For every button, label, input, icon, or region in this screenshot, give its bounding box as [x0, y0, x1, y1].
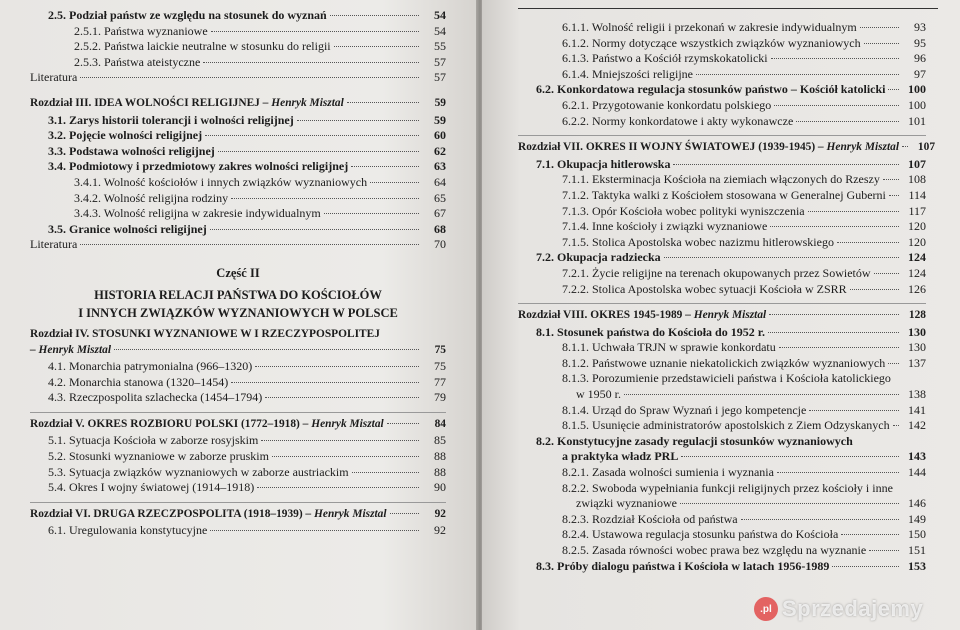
toc-entry-title: 8.2.4. Ustawowa regulacja stosunku państwa do Kościoła: [562, 527, 839, 542]
toc-entry-page: 60: [434, 128, 446, 143]
toc-entry-title: 6.1.2. Normy dotyczące wszystkich związków wyznaniowych: [562, 35, 861, 50]
toc-entry: [518, 387, 926, 403]
toc-entry: [518, 20, 926, 36]
dot-leader: [770, 226, 899, 227]
dot-leader: [779, 347, 899, 348]
dot-leader: [777, 472, 899, 473]
toc-entry-page: 92: [434, 523, 446, 538]
toc-entry: [518, 188, 926, 204]
toc-entry-page: 137: [908, 355, 926, 370]
toc-entry-page: 95: [914, 35, 926, 50]
toc-entry-page: 149: [908, 511, 926, 526]
part-label: Część II: [216, 265, 260, 280]
watermark-text: Sprzedajemy: [782, 596, 924, 621]
toc-entry: [518, 559, 926, 575]
toc-entry: [518, 403, 926, 419]
toc-entry-title: 5.1. Sytuacja Kościoła w zaborze rosyjskim: [48, 433, 259, 448]
toc-entry: [30, 222, 446, 238]
toc-entry-page: 150: [908, 527, 926, 542]
toc-entry-page: 54: [434, 8, 446, 22]
toc-entry-page: 142: [908, 418, 926, 433]
toc-entry-page: 100: [908, 82, 926, 97]
toc-entry-title: 3.4.3. Wolność religijna w zakresie indywidualnym: [74, 206, 321, 221]
toc-entry-title: związki wyznaniowe: [576, 496, 677, 511]
toc-entry-page: 65: [434, 190, 446, 205]
dot-leader: [864, 43, 899, 44]
toc-right: [518, 20, 936, 574]
toc-entry: [518, 204, 926, 220]
toc-entry-page: 70: [434, 237, 446, 252]
toc-entry: [30, 359, 446, 375]
chapter-8-heading: Rozdział VIII. OKRES 1945-1989 – Henryk Misztal 128: [518, 309, 926, 322]
dot-leader: [334, 46, 419, 47]
toc-entry-page: 77: [434, 374, 446, 389]
dot-leader: [889, 195, 899, 196]
toc-entry: [518, 418, 926, 434]
toc-entry: [518, 325, 926, 341]
toc-entry-title: 7.2. Okupacja radziecka: [536, 250, 661, 265]
toc-entry: [518, 250, 926, 266]
toc-entry-title: 6.2. Konkordatowa regulacja stosunków państwo – Kościół katolicki: [536, 82, 886, 97]
toc-entry: [30, 8, 446, 24]
dot-leader: [261, 440, 419, 441]
dot-leader: [664, 257, 899, 258]
toc-entry-page: 96: [914, 51, 926, 66]
section-6-group: [518, 20, 926, 129]
divider: [30, 502, 446, 503]
dot-leader: [832, 566, 899, 567]
dot-leader: [680, 503, 899, 504]
toc-entry: [30, 433, 446, 449]
toc-entry-title: 8.2. Konstytucyjne zasady regulacji stosunków wyznaniowych: [536, 433, 853, 448]
dot-leader: [696, 74, 899, 75]
dot-leader: [297, 120, 419, 121]
toc-entry: [30, 191, 446, 207]
right-page: [482, 0, 960, 630]
toc-entry: [518, 496, 926, 512]
toc-entry-page: 144: [908, 465, 926, 480]
toc-entry: [518, 465, 926, 481]
toc-entry-title: 3.2. Pojęcie wolności religijnej: [48, 128, 203, 143]
toc-entry: [518, 36, 926, 52]
toc-entry: [30, 375, 446, 391]
toc-entry-title: 3.4.1. Wolność kościołów i innych związków wyznaniowych: [74, 174, 368, 189]
dot-leader: [370, 182, 419, 183]
toc-entry-page: 55: [434, 39, 446, 54]
toc-entry: [518, 98, 926, 114]
chapter-7-heading: Rozdział VII. OKRES II WOJNY ŚWIATOWEJ (1939-1945) – Henryk Misztal 107: [518, 141, 936, 154]
toc-entry-title: 6.2.1. Przygotowanie konkordatu polskiego: [562, 97, 772, 112]
toc-entry-page: 138: [908, 387, 926, 402]
dot-leader: [265, 397, 419, 398]
toc-entry-page: 151: [908, 543, 926, 557]
chapter-3-heading: Rozdział III. IDEA WOLNOŚCI RELIGIJNEJ – Henryk Misztal 59: [30, 96, 446, 109]
chapter-5-heading: Rozdział V. OKRES ROZBIORU POLSKI (1772–1918) – Henryk Misztal 84: [30, 417, 446, 430]
toc-entry-title: 7.2.1. Życie religijne na terenach okupowanych przez Sowietów: [562, 265, 871, 280]
toc-entry-title: 3.3. Podstawa wolności religijnej: [48, 143, 215, 158]
dot-leader: [837, 242, 899, 243]
toc-entry-title: w 1950 r.: [576, 387, 621, 402]
toc-entry-title: 4.3. Rzeczpospolita szlachecka (1454–1794): [48, 390, 263, 405]
dot-leader: [860, 27, 899, 28]
toc-entry-page: 63: [434, 159, 446, 174]
toc-entry: [30, 175, 446, 191]
toc-entry-title: 7.1.3. Opór Kościoła wobec polityki wyniszczenia: [562, 203, 805, 218]
left-page: [0, 0, 478, 630]
dot-leader: [203, 62, 419, 63]
dot-leader: [874, 273, 899, 274]
dot-leader: [351, 166, 419, 167]
toc-left: [30, 8, 446, 539]
dot-leader: [211, 31, 419, 32]
toc-entry-title: a praktyka władz PRL: [562, 449, 679, 464]
toc-entry: [518, 356, 926, 372]
chapter-6-heading: Rozdział VI. DRUGA RZECZPOSPOLITA (1918–1939) – Henryk Misztal 92: [30, 507, 446, 520]
toc-entry-title: 5.4. Okres I wojny światowej (1914–1918): [48, 480, 255, 495]
toc-entry-page: 107: [908, 156, 926, 171]
dot-leader: [272, 456, 419, 457]
toc-entry: [518, 481, 926, 497]
divider: [30, 412, 446, 413]
toc-entry-title: 4.1. Monarchia patrymonialna (966–1320): [48, 359, 253, 374]
chapter-7-items: [518, 157, 926, 297]
toc-entry-page: 124: [908, 265, 926, 280]
divider: [518, 135, 926, 136]
toc-entry-page: 117: [908, 203, 926, 218]
toc-entry-page: 143: [908, 449, 926, 464]
dot-leader: [205, 135, 419, 136]
toc-entry-page: 75: [434, 359, 446, 374]
toc-entry: [518, 282, 926, 298]
toc-entry: [30, 465, 446, 481]
toc-entry: [518, 172, 926, 188]
toc-entry-page: 97: [914, 66, 926, 81]
toc-entry-page: 64: [434, 174, 446, 189]
dot-leader: [257, 487, 419, 488]
toc-entry-page: 108: [908, 172, 926, 187]
toc-entry-title: 8.2.1. Zasada wolności sumienia i wyznania: [562, 465, 774, 480]
toc-entry: [518, 266, 926, 282]
toc-entry: [30, 523, 446, 539]
dot-leader: [210, 530, 419, 531]
dot-leader: [869, 550, 899, 551]
toc-entry-title: 8.1.4. Urząd do Spraw Wyznań i jego kompetencje: [562, 402, 807, 417]
toc-entry-page: 114: [908, 187, 926, 202]
divider: [518, 303, 926, 304]
toc-entry-page: 100: [908, 97, 926, 112]
toc-entry: [518, 67, 926, 83]
toc-entry-page: 88: [434, 464, 446, 479]
toc-entry-page: 120: [908, 219, 926, 234]
toc-entry-title: 3.4. Podmiotowy i przedmiotowy zakres wolności religijnej: [48, 159, 349, 174]
toc-entry-title: 8.1.3. Porozumienie przedstawicieli państwa i Kościoła katolickiego: [562, 371, 891, 386]
part-title-line-1: HISTORIA RELACJI PAŃSTWA DO KOŚCIOŁÓW: [94, 287, 382, 302]
toc-entry-title: 6.1.3. Państwo a Kościół rzymskokatolicki: [562, 51, 768, 66]
toc-entry-page: 57: [434, 54, 446, 69]
toc-entry: [518, 82, 926, 98]
section-2-5-group: [30, 8, 446, 86]
dot-leader: [218, 151, 419, 152]
toc-entry-title: 6.1.4. Mniejszości religijne: [562, 66, 693, 81]
toc-entry-title: 8.2.3. Rozdział Kościoła od państwa: [562, 511, 738, 526]
toc-entry-title: 7.2.2. Stolica Apostolska wobec sytuacji Kościoła w ZSRR: [562, 281, 847, 296]
toc-entry: [518, 157, 926, 173]
toc-entry-title: 7.1. Okupacja hitlerowska: [536, 156, 671, 171]
toc-entry: [30, 128, 446, 144]
toc-entry: [30, 159, 446, 175]
dot-leader: [796, 121, 899, 122]
toc-entry: [30, 144, 446, 160]
toc-entry: [30, 55, 446, 71]
toc-entry-page: 126: [908, 281, 926, 296]
toc-entry: [30, 206, 446, 222]
toc-entry-page: 59: [434, 112, 446, 127]
chapter-5-items: [30, 433, 446, 495]
chapter-4-items: [30, 359, 446, 406]
toc-entry-title: 2.5.3. Państwa ateistyczne: [74, 54, 201, 69]
toc-entry-title: 2.5.1. Państwa wyznaniowe: [74, 23, 208, 38]
toc-entry: [518, 235, 926, 251]
toc-entry-page: 146: [908, 496, 926, 511]
dot-leader: [624, 394, 899, 395]
toc-entry: [518, 527, 926, 543]
toc-entry: [30, 237, 446, 253]
dot-leader: [681, 456, 899, 457]
toc-entry-title: 7.1.5. Stolica Apostolska wobec nazizmu hitlerowskiego: [562, 234, 834, 249]
toc-entry: [518, 219, 926, 235]
chapter-4-heading: Rozdział IV. STOSUNKI WYZNANIOWE W I RZECZYPOSPOLITEJ: [30, 327, 380, 340]
dot-leader: [231, 198, 419, 199]
dot-leader: [741, 519, 899, 520]
dot-leader: [210, 229, 419, 230]
toc-entry-title: 6.2.2. Normy konkordatowe i akty wykonawcze: [562, 113, 794, 128]
toc-entry-title: 3.4.2. Wolność religijna rodziny: [74, 190, 229, 205]
toc-entry-title: 5.3. Sytuacja związków wyznaniowych w zaborze austriackim: [48, 464, 349, 479]
toc-entry-page: 85: [434, 433, 446, 448]
chapter-3-items: [30, 113, 446, 253]
toc-entry-title: 3.1. Zarys historii tolerancji i wolności religijnej: [48, 112, 294, 127]
toc-entry-title: 8.1.5. Usunięcie administratorów apostolskich z Ziem Odzyskanych: [562, 418, 890, 433]
toc-entry-title: Literatura: [30, 237, 78, 252]
dot-leader: [774, 105, 899, 106]
dot-leader: [330, 15, 419, 16]
toc-entry-title: 4.2. Monarchia stanowa (1320–1454): [48, 374, 229, 389]
toc-entry-title: 8.1.1. Uchwała TRJN w sprawie konkordatu: [562, 340, 776, 355]
chapter-6-items: [30, 523, 446, 539]
toc-entry-page: 67: [434, 206, 446, 221]
toc-entry-title: Literatura: [30, 70, 78, 85]
toc-entry: [30, 390, 446, 406]
chapter-8-items: [518, 325, 926, 575]
toc-entry-title: 8.3. Próby dialogu państwa i Kościoła w latach 1956-1989: [536, 558, 830, 573]
toc-entry-title: 8.2.2. Swoboda wypełniania funkcji religijnych przez kościoły i inne: [562, 480, 893, 495]
dot-leader: [80, 77, 419, 78]
toc-entry: [30, 70, 446, 86]
dot-leader: [850, 289, 899, 290]
toc-entry-title: 7.1.4. Inne kościoły i związki wyznaniowe: [562, 219, 768, 234]
dot-leader: [809, 410, 899, 411]
toc-entry: [30, 480, 446, 496]
dot-leader: [893, 425, 899, 426]
toc-entry-page: 101: [908, 113, 926, 128]
toc-entry-title: 6.1. Uregulowania konstytucyjne: [48, 523, 208, 538]
toc-entry-page: 93: [914, 20, 926, 34]
toc-entry: [518, 340, 926, 356]
toc-entry-page: 141: [908, 402, 926, 417]
toc-entry-title: 8.2.5. Zasada równości wobec prawa bez względu na wyznanie: [562, 543, 867, 557]
toc-entry-page: 62: [434, 143, 446, 158]
toc-entry: [518, 449, 926, 465]
toc-entry-title: 7.1.2. Taktyka walki z Kościołem stosowana w Generalnej Guberni: [562, 187, 886, 202]
dot-leader: [673, 164, 899, 165]
part-title-line-2: I INNYCH ZWIĄZKÓW WYZNANIOWYCH W POLSCE: [78, 305, 398, 320]
toc-entry-title: 8.1. Stosunek państwa do Kościoła do 1952 r.: [536, 324, 765, 339]
dot-leader: [888, 363, 899, 364]
dot-leader: [231, 382, 419, 383]
toc-entry: [518, 371, 926, 387]
dot-leader: [255, 366, 419, 367]
toc-entry-page: 68: [434, 221, 446, 236]
toc-entry: [30, 24, 446, 40]
toc-entry-page: 54: [434, 23, 446, 38]
toc-entry: [518, 51, 926, 67]
dot-leader: [80, 244, 419, 245]
watermark-badge-icon: .pl: [754, 597, 778, 621]
toc-entry: [30, 449, 446, 465]
watermark-logo: [754, 596, 954, 622]
dot-leader: [883, 179, 899, 180]
dot-leader: [841, 534, 899, 535]
toc-entry-title: 5.2. Stosunki wyznaniowe w zaborze pruskim: [48, 449, 269, 464]
toc-entry: [518, 512, 926, 528]
toc-entry-title: 7.1.1. Eksterminacja Kościoła na ziemiach włączonych do Rzeszy: [562, 172, 880, 187]
dot-leader: [324, 213, 419, 214]
toc-entry-page: 120: [908, 234, 926, 249]
toc-entry-title: 3.5. Granice wolności religijnej: [48, 221, 207, 236]
toc-entry-page: 124: [908, 250, 926, 265]
toc-entry-page: 79: [434, 390, 446, 405]
toc-entry: [30, 39, 446, 55]
toc-entry: [518, 543, 926, 559]
toc-entry: [30, 113, 446, 129]
toc-entry-page: 130: [908, 324, 926, 339]
toc-entry-page: 88: [434, 449, 446, 464]
header-rule: [518, 8, 938, 9]
chapter-4-author: – Henryk Misztal 75: [30, 343, 446, 356]
toc-entry: [518, 434, 926, 450]
toc-entry-page: 90: [434, 480, 446, 495]
dot-leader: [808, 211, 899, 212]
toc-entry-page: 130: [908, 340, 926, 355]
toc-entry-title: 2.5. Podział państw ze względu na stosunek do wyznań: [48, 8, 327, 22]
toc-entry-page: 57: [434, 70, 446, 85]
toc-entry-title: 2.5.2. Państwa laickie neutralne w stosunku do religii: [74, 39, 331, 54]
toc-entry: [518, 114, 926, 130]
dot-leader: [771, 58, 899, 59]
dot-leader: [888, 89, 899, 90]
toc-entry-title: 6.1.1. Wolność religii i przekonań w zakresie indywidualnym: [562, 20, 857, 34]
toc-entry-page: 153: [908, 558, 926, 573]
dot-leader: [768, 332, 899, 333]
toc-entry-title: 8.1.2. Państwowe uznanie niekatolickich związków wyznaniowych: [562, 355, 886, 370]
dot-leader: [352, 472, 419, 473]
